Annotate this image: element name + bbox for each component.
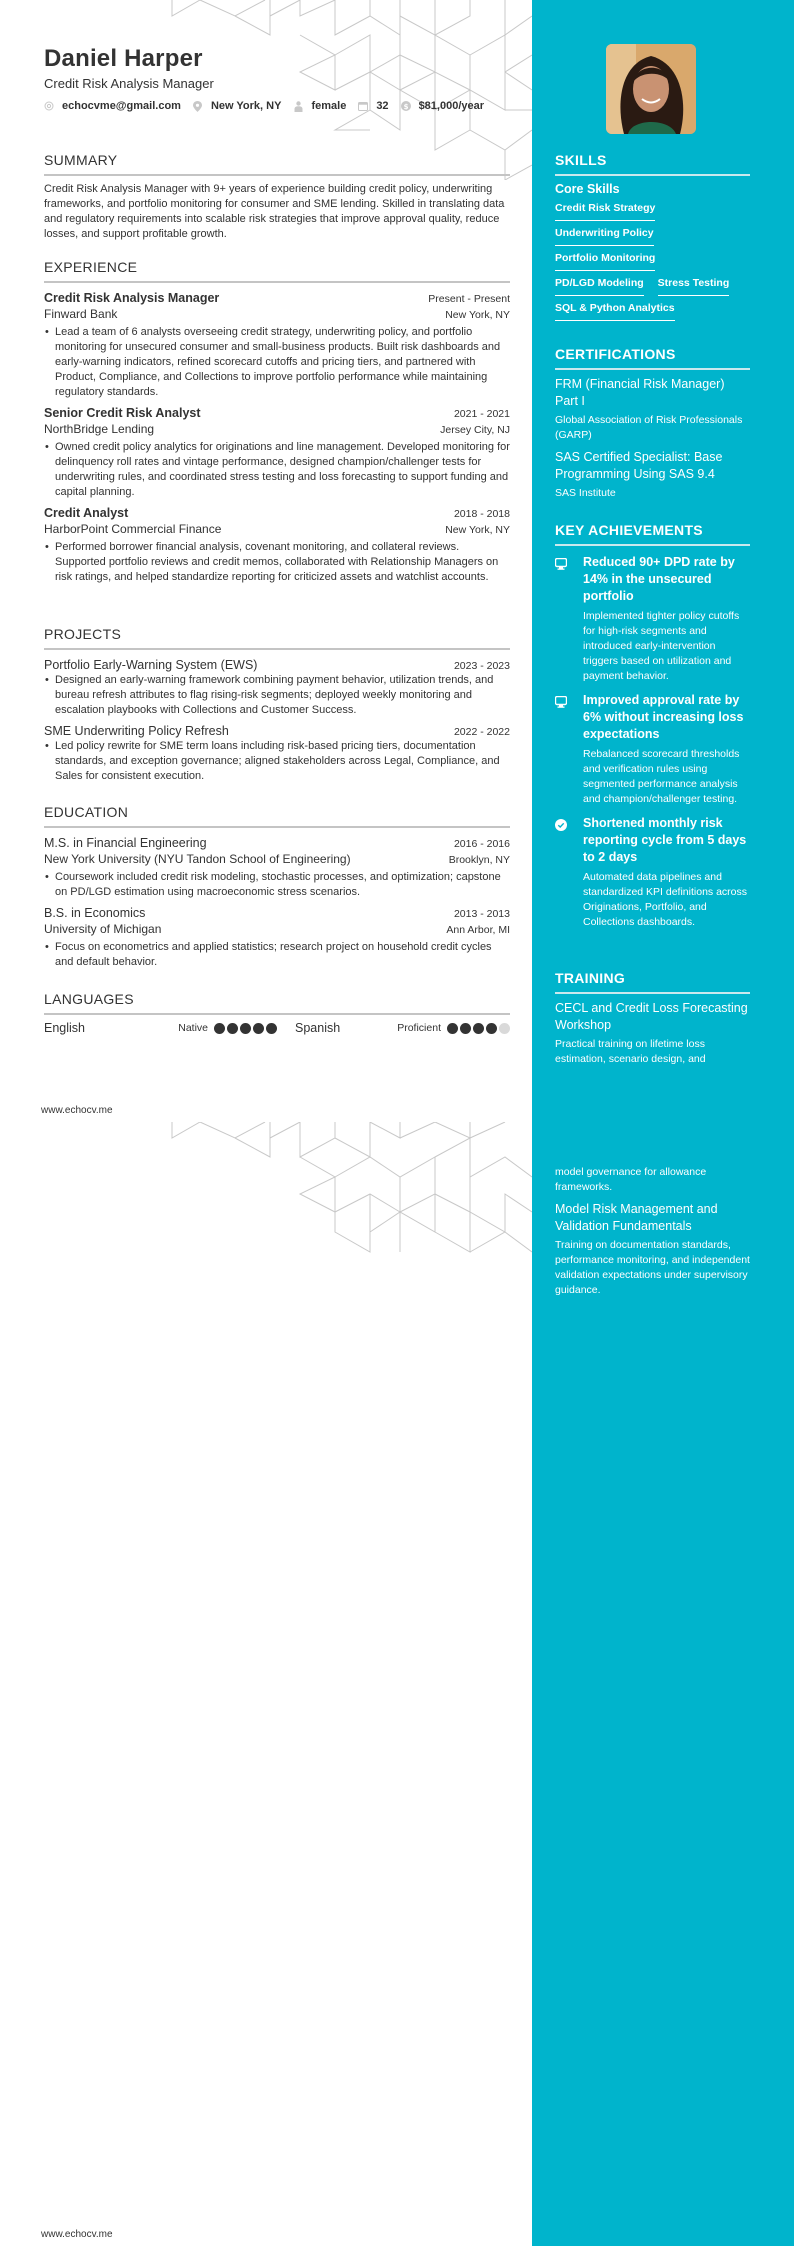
section-divider bbox=[44, 648, 510, 650]
training-desc: Training on documentation standards, performance monitoring, and independent validation expectations under supervisory guidance. bbox=[555, 1239, 750, 1296]
training-section bbox=[555, 970, 750, 1067]
section-title: PROJECTS bbox=[44, 626, 122, 642]
training-section-continued bbox=[555, 1165, 750, 1298]
job-title: Senior Credit Risk Analyst bbox=[44, 406, 201, 420]
project-item bbox=[44, 724, 510, 784]
language-level: Native bbox=[178, 1022, 208, 1034]
skill-tag: Credit Risk Strategy bbox=[555, 202, 655, 221]
resume-header bbox=[44, 45, 510, 112]
language-rating bbox=[447, 1023, 510, 1034]
job-dates: 2018 - 2018 bbox=[453, 508, 510, 520]
language-name: English bbox=[44, 1021, 85, 1035]
job-location: Jersey City, NJ bbox=[440, 424, 510, 436]
person-icon bbox=[293, 101, 303, 111]
language-item bbox=[277, 1021, 510, 1035]
language-level: Proficient bbox=[397, 1022, 441, 1034]
geometric-pattern-page2 bbox=[170, 1122, 532, 1262]
achievement-desc: Automated data pipelines and standardized KPI definitions across Originations, Portfolio, and Collections dashboards. bbox=[583, 871, 748, 928]
section-divider bbox=[44, 281, 510, 283]
job-location: New York, NY bbox=[445, 524, 510, 536]
achievements-section bbox=[555, 522, 750, 930]
section-title: KEY ACHIEVEMENTS bbox=[555, 522, 703, 538]
training-name: Model Risk Management and Validation Fundamentals bbox=[555, 1202, 718, 1233]
project-title: Portfolio Early-Warning System (EWS) bbox=[44, 658, 258, 672]
section-divider bbox=[44, 826, 510, 828]
education-bullet: • Coursework included credit risk modeling, stochastic processes, and optimization; capstone on PD/LGD estimation using macroeconomic stress scenarios. bbox=[45, 871, 501, 898]
training-item bbox=[555, 1201, 750, 1298]
contact-row bbox=[44, 100, 510, 112]
achievement-title: Improved approval rate by 6% without increasing loss expectations bbox=[583, 693, 744, 741]
achievement-desc: Implemented tighter policy cutoffs for high-risk segments and introduced early-intervention triggers based on utilization and payment behavior. bbox=[583, 610, 740, 682]
certifications-section bbox=[555, 346, 750, 501]
job-title: Credit Risk Analysis Manager bbox=[44, 291, 220, 305]
money-icon bbox=[401, 101, 411, 111]
certification-name: SAS Certified Specialist: Base Programming Using SAS 9.4 bbox=[555, 450, 723, 481]
job-title: Credit Analyst bbox=[44, 506, 129, 520]
education-section bbox=[44, 804, 510, 970]
project-bullet: • Designed an early-warning framework combining payment behavior, utilization trends, and bureau refresh attributes to flag rising-risk segments; deployed weekly monitoring and escalation playbooks with Collections and Customer Success. bbox=[45, 674, 494, 716]
achievement-desc: Rebalanced scorecard thresholds and verification rules using segmented performance analysis and champion/challenger testing. bbox=[583, 748, 740, 805]
monitor-icon bbox=[555, 554, 583, 684]
languages-section bbox=[44, 991, 510, 1035]
degree: M.S. in Financial Engineering bbox=[44, 836, 207, 850]
section-title: CERTIFICATIONS bbox=[555, 346, 676, 362]
certification-item bbox=[555, 449, 750, 501]
skill-tag: Underwriting Policy bbox=[555, 227, 654, 246]
training-item bbox=[555, 1000, 750, 1067]
section-title: TRAINING bbox=[555, 970, 626, 986]
certification-name: FRM (Financial Risk Manager) Part I bbox=[555, 377, 725, 408]
location-pin-icon bbox=[193, 101, 203, 111]
contact-email[interactable]: echocvme@gmail.com bbox=[44, 100, 181, 112]
section-divider bbox=[555, 368, 750, 370]
check-circle-icon bbox=[555, 815, 583, 930]
job-dates: Present - Present bbox=[428, 293, 510, 305]
skill-tag: Portfolio Monitoring bbox=[555, 252, 655, 271]
experience-item bbox=[44, 506, 510, 585]
project-bullet: • Led policy rewrite for SME term loans including risk-based pricing tiers, documentation standards, and exception governance; aligned stakeholders across Legal, Compliance, and Sales for consistent execution. bbox=[45, 740, 500, 782]
candidate-name: Daniel Harper bbox=[44, 45, 203, 72]
skill-group-title: Core Skills bbox=[555, 182, 620, 196]
school-name: University of Michigan bbox=[44, 922, 162, 936]
certification-item bbox=[555, 376, 750, 443]
summary-section bbox=[44, 152, 510, 242]
sidebar-background bbox=[532, 0, 794, 2246]
section-divider bbox=[44, 174, 510, 176]
certification-org: SAS Institute bbox=[555, 487, 616, 499]
footer-url[interactable]: www.echocv.me bbox=[41, 1105, 113, 1116]
project-title: SME Underwriting Policy Refresh bbox=[44, 724, 229, 738]
section-divider bbox=[555, 992, 750, 994]
training-desc: model governance for allowance frameworks. bbox=[555, 1166, 707, 1193]
section-title: LANGUAGES bbox=[44, 991, 134, 1007]
section-title: SKILLS bbox=[555, 152, 607, 168]
school-name: New York University (NYU Tandon School of Engineering) bbox=[44, 852, 351, 866]
certification-org: Global Association of Risk Professionals (GARP) bbox=[555, 414, 743, 441]
training-desc: Practical training on lifetime loss estimation, scenario design, and bbox=[555, 1038, 706, 1065]
company-name: HarborPoint Commercial Finance bbox=[44, 522, 222, 536]
achievement-title: Shortened monthly risk reporting cycle from 5 days to 2 days bbox=[583, 816, 747, 864]
contact-location: New York, NY bbox=[193, 100, 282, 112]
section-divider bbox=[555, 174, 750, 176]
job-bullet: • Owned credit policy analytics for originations and line management. Developed monitoring for delinquency roll rates and vintage performance, designed champion/challenger tests for underwriting rules, and coordinated stress testing and loss forecasting to support funding and capital planning. bbox=[45, 441, 510, 498]
education-dates: 2013 - 2013 bbox=[453, 908, 510, 920]
skills-section bbox=[555, 152, 750, 321]
school-location: Brooklyn, NY bbox=[448, 854, 510, 866]
summary-text: Credit Risk Analysis Manager with 9+ years of experience building credit policy, underwriting frameworks, and portfolio monitoring for consumer and SME lending. Skilled in translating data and regulatory requirements into scalable risk strategies that improve approval quality, reduce losses, and support profitable growth. bbox=[44, 183, 505, 240]
language-item bbox=[44, 1021, 277, 1035]
contact-salary: $ $81,000/year bbox=[401, 100, 484, 112]
achievement-item bbox=[555, 692, 750, 807]
achievement-title: Reduced 90+ DPD rate by 14% in the unsecured portfolio bbox=[583, 555, 735, 603]
job-bullet: • Performed borrower financial analysis, covenant monitoring, and collateral reviews. Supported portfolio reviews and credit memos, collaborated with Relationship Managers on risk ratings, and helped standardize reporting for criticized assets and watchlist accounts. bbox=[45, 541, 499, 583]
degree: B.S. in Economics bbox=[44, 906, 146, 920]
education-item bbox=[44, 836, 510, 900]
contact-gender: female bbox=[293, 100, 346, 112]
school-location: Ann Arbor, MI bbox=[446, 924, 510, 936]
svg-text:$: $ bbox=[403, 102, 408, 111]
achievement-item bbox=[555, 554, 750, 684]
calendar-icon bbox=[358, 101, 368, 111]
profile-photo bbox=[606, 44, 696, 134]
footer-url-page2[interactable]: www.echocv.me bbox=[41, 2229, 113, 2240]
skill-tag: PD/LGD Modeling bbox=[555, 277, 644, 296]
company-name: NorthBridge Lending bbox=[44, 422, 155, 436]
experience-section bbox=[44, 259, 510, 585]
language-name: Spanish bbox=[295, 1021, 341, 1035]
skill-tag: Stress Testing bbox=[658, 277, 730, 296]
candidate-role: Credit Risk Analysis Manager bbox=[44, 76, 214, 91]
job-location: New York, NY bbox=[445, 309, 510, 321]
section-divider bbox=[44, 1013, 510, 1015]
education-dates: 2016 - 2016 bbox=[453, 838, 510, 850]
achievement-item bbox=[555, 815, 750, 930]
education-bullet: • Focus on econometrics and applied statistics; research project on household credit cycles and default behavior. bbox=[45, 941, 492, 968]
education-item bbox=[44, 906, 510, 970]
company-name: Finward Bank bbox=[44, 307, 118, 321]
projects-section bbox=[44, 626, 510, 784]
job-dates: 2021 - 2021 bbox=[453, 408, 510, 420]
skill-tag: SQL & Python Analytics bbox=[555, 302, 675, 321]
project-item bbox=[44, 658, 510, 718]
language-rating bbox=[214, 1023, 277, 1034]
monitor-icon bbox=[555, 692, 583, 807]
contact-age: 32 bbox=[358, 100, 388, 112]
experience-item bbox=[44, 406, 510, 500]
section-title: EDUCATION bbox=[44, 804, 129, 820]
project-dates: 2022 - 2022 bbox=[453, 726, 510, 738]
at-icon bbox=[44, 101, 54, 111]
job-bullet: • Lead a team of 6 analysts overseeing credit strategy, underwriting policy, and portfolio monitoring for unsecured consumer and small-business products. Built risk dashboards and early-warning indicators, refined scorecard cutoffs and pricing tiers, and partnered with Product, Compliance, and Collections to improve portfolio performance while maintaining regulatory standards. bbox=[45, 326, 501, 398]
training-name: CECL and Credit Loss Forecasting Workshop bbox=[555, 1001, 748, 1032]
section-divider bbox=[555, 544, 750, 546]
section-title: EXPERIENCE bbox=[44, 259, 138, 275]
experience-item bbox=[44, 291, 510, 400]
section-title: SUMMARY bbox=[44, 152, 118, 168]
project-dates: 2023 - 2023 bbox=[453, 660, 510, 672]
